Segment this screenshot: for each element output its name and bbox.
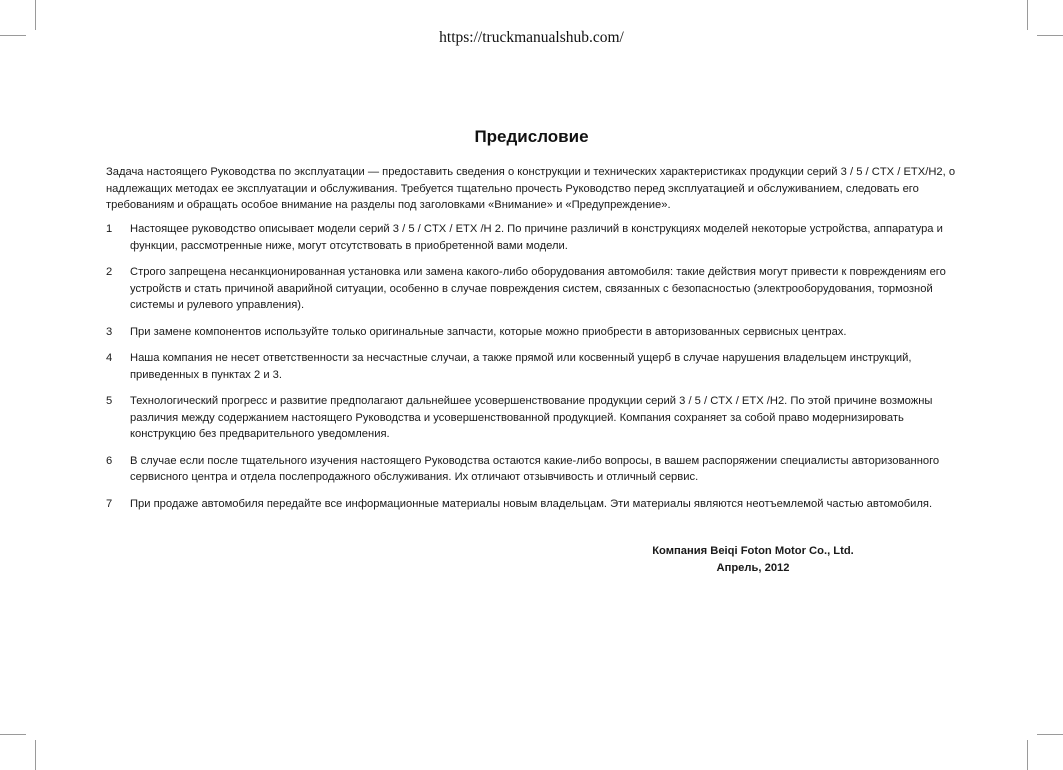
intro-paragraph: Задача настоящего Руководства по эксплуатации — предоставить сведения о конструкции и технических характеристиках продукции серий 3 / 5 / CTX / ETX/H2, о надлежащих методах ее эксплуатации и обслуживания. Требуется тщательно прочесть Руководство перед эксплуатацией и обслуживанием, следовать его требованиям и обращать особое внимание на разделы под заголовками «Внимание» и «Предупреждение». [106,166,956,211]
crop-mark-top-right-vertical [1027,0,1028,30]
list-item [106,453,966,486]
crop-mark-bottom-right-vertical [1027,740,1028,770]
list-item [106,324,966,341]
list-item-number: 4 [106,352,113,364]
list-item-text: Настоящее руководство описывает модели серий 3 / 5 / CTX / ETX /H 2. По причине различий в конструкциях моделей некоторые устройства, аппаратура и функции, рассмотренные ниже, могут отсутствовать в приобретенной вами модели. [130,223,943,252]
list-item [106,221,966,254]
page-title: Предисловие [474,127,589,146]
list-item-text: При продаже автомобиля передайте все информационные материалы новым владельцам. Эти материалы являются неотъемлемой частью автомобиля. [130,497,933,510]
list-item-number: 7 [106,497,113,510]
signature-block [560,543,946,577]
list-item-text: При замене компонентов используйте только оригинальные запчасти, которые можно приобрести в авторизованных сервисных центрах. [130,325,847,338]
crop-mark-bottom-left-horizontal [0,734,26,735]
list-item-number: 2 [106,266,113,278]
list-item-text: Наша компания не несет ответственности за несчастные случаи, а также прямой или косвенный ущерб в случае нарушения владельцем инструкций, приведенных в пунктах 2 и 3. [130,352,912,381]
list-item-number: 5 [106,395,113,407]
list-item [106,393,966,443]
list-item-number: 1 [106,223,113,235]
signature-date: Апрель, 2012 [716,562,790,574]
list-item [106,264,966,314]
list-item [106,496,966,513]
list-item-text: В случае если после тщательного изучения настоящего Руководства остаются какие-либо вопросы, в вашем распоряжении специалисты авторизованного сервисного центра и отдела послепродажного обслуживания. Их отличают отзывчивость и отличный сервис. [130,454,940,483]
header-url: https://truckmanualshub.com/ [439,29,624,46]
crop-mark-top-left-vertical [35,0,36,30]
crop-mark-bottom-right-horizontal [1037,734,1063,735]
list-item-text: Технологический прогресс и развитие предполагают дальнейшее усовершенствование продукции серий 3 / 5 / CTX / ETX /H2. По этой причине возможны различия между содержанием настоящего Руководства и усовершенствованной продукцией. Компания сохраняет за собой право модернизировать конструкцию без предварительного уведомления. [130,395,933,440]
list-item-text: Строго запрещена несанкционированная установка или замена какого-либо оборудования автомобиля: такие действия могут привести к повреждениям его устройств и стать причиной аварийной ситуации, особенно в случае повреждения систем, связанных с безопасностью (электрооборудования, тормозной системы и рулевого управления). [130,266,946,311]
numbered-list [106,221,966,522]
list-item [106,350,966,383]
signature-company: Компания Beiqi Foton Motor Co., Ltd. [652,545,854,557]
crop-mark-bottom-left-vertical [35,740,36,770]
list-item-number: 3 [106,325,113,338]
list-item-number: 6 [106,454,113,467]
